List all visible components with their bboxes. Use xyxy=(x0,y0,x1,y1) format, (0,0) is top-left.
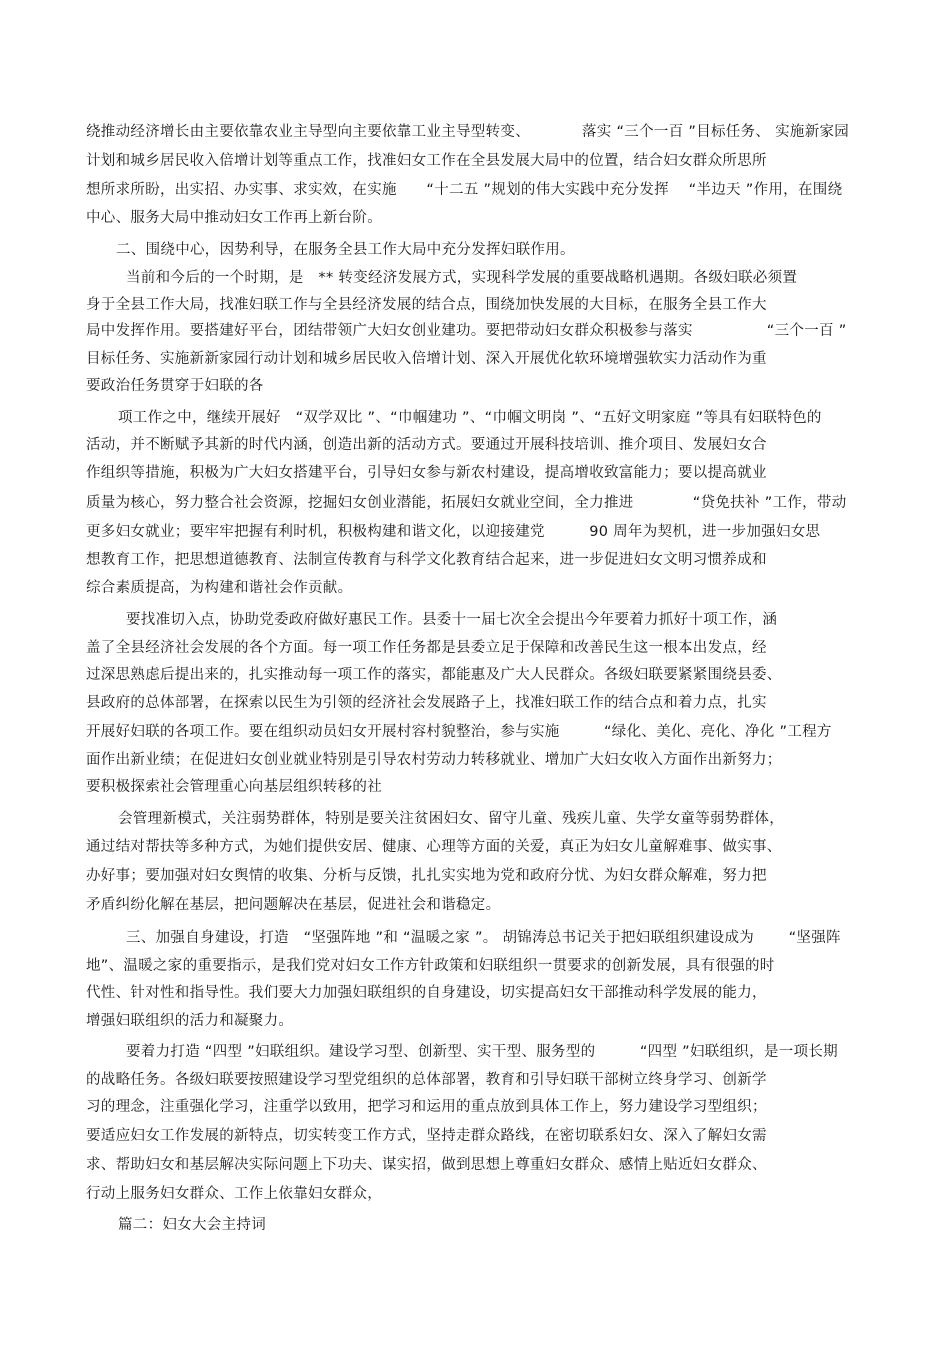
text-line: 想所求所盼，出实招、办实事、求实效，在实施 “十二五 ”规划的伟大实践中充分发挥 “半边天 ”作用，在围绕 xyxy=(86,182,843,198)
text-line: 县政府的总体部署，在探索以民生为引领的经济社会发展路子上，找准妇联工作的结合点和着力点，扎实 xyxy=(86,695,767,711)
text-line: 开展好妇联的各项工作。要在组织动员妇女开展村容村貌整治，参与实施 “绿化、美化、亮化、净化 ”工程方 xyxy=(86,724,832,740)
section-heading: 三、加强自身建设，打造 “坚强阵地 ”和 “温暖之家 ”。 胡锦涛总书记关于把妇联组织建设成为 “坚强阵 xyxy=(126,930,841,946)
section-heading: 篇二：妇女大会主持词 xyxy=(118,1217,266,1233)
text-line: 通过结对帮扶等多种方式，为她们提供安居、健康、心理等方面的关爱，真正为妇女儿童解难事、做实事、 xyxy=(86,839,782,855)
text-line: 活动，并不断赋予其新的时代内涵，创造出新的活动方式。要通过开展科技培训、推介项目、发展妇女合 xyxy=(86,437,767,453)
text-line: 要政治任务贯穿于妇联的各 xyxy=(86,378,264,394)
text-line: 办好事；要加强对妇女舆情的收集、分析与反馈，扎扎实实地为党和政府分忧、为妇女群众解难，努力把 xyxy=(86,868,767,884)
text-line: 会管理新模式，关注弱势群体，特别是要关注贫困妇女、留守儿童、残疾儿童、失学女童等弱势群体， xyxy=(118,811,784,827)
text-line: 目标任务、实施新新家园行动计划和城乡居民收入倍增计划、深入开展优化软环境增强软实力活动作为重 xyxy=(86,351,767,367)
text-line: 要积极探索社会管理重心向基层组织转移的社 xyxy=(86,779,382,795)
text-line: 习的理念，注重强化学习，注重学以致用，把学习和运用的重点放到具体工作上，努力建设学习型组织； xyxy=(86,1099,767,1115)
section-heading: 二、围绕中心，因势利导，在服务全县工作大局中充分发挥妇联作用。 xyxy=(116,242,575,258)
text-line: 计划和城乡居民收入倍增计划等重点工作，找准妇女工作在全县发展大局中的位置，结合妇女群众所思所 xyxy=(86,153,767,169)
text-line: 要适应妇女工作发展的新特点，切实转变工作方式，坚持走群众路线，在密切联系妇女、深入了解妇女需 xyxy=(86,1128,767,1144)
text-line: 盖了全县经济社会发展的各个方面。每一项工作任务都是县委立足于保障和改善民生这一根本出发点，经 xyxy=(86,640,767,656)
text-line: 求、帮助妇女和基层解决实际问题上下功夫、谋实招，做到思想上尊重妇女群众、感情上贴近妇女群众、 xyxy=(86,1157,767,1173)
text-line: 行动上服务妇女群众、工作上依靠妇女群众， xyxy=(86,1186,382,1202)
text-line: 过深思熟虑后提出来的，扎实推动每一项工作的落实，都能惠及广大人民群众。各级妇联要紧紧围绕县委、 xyxy=(86,667,782,683)
text-line: 综合素质提高，为构建和谐社会作贡献。 xyxy=(86,580,353,596)
text-line: 要找准切入点，协助党委政府做好惠民工作。县委十一届七次全会提出今年要着力抓好十项工作，涵 xyxy=(126,612,778,628)
text-line: 局中发挥作用。要搭建好平台，团结带领广大妇女创业建功。要把带动妇女群众积极参与落实 “三个一百 ” xyxy=(86,323,847,339)
text-line: 绕推动经济增长由主要依靠农业主导型向主要依靠工业主导型转变、 落实 “三个一百 ”目标任务、 实施新家园 xyxy=(86,124,850,140)
text-line: 当前和今后的一个时期，是 ** 转变经济发展方式，实现科学发展的重要战略机遇期。各级妇联必须置 xyxy=(126,270,798,286)
text-line: 中心、服务大局中推动妇女工作再上新台阶。 xyxy=(86,210,382,226)
text-line: 矛盾纠纷化解在基层，把问题解决在基层，促进社会和谐稳定。 xyxy=(86,897,501,913)
text-line: 身于全县工作大局，找准妇联工作与全县经济发展的结合点，围绕加快发展的大目标，在服务全县工作大 xyxy=(86,297,767,313)
text-line: 质量为核心，努力整合社会资源，挖掘妇女创业潜能，拓展妇女就业空间，全力推进 “贷免扶补 ”工作，带动 xyxy=(86,495,847,511)
text-line: 增强妇联组织的活力和凝聚力。 xyxy=(86,1013,294,1029)
text-line: 项工作之中，继续开展好 “双学双比 ”、“巾帼建功 ”、“巾帼文明岗 ”、“五好文明家庭 ”等具有妇联特色的 xyxy=(118,410,822,426)
text-line: 的战略任务。各级妇联要按照建设学习型党组织的总体部署，教育和引导妇联干部树立终身学习、创新学 xyxy=(86,1072,767,1088)
text-line: 面作出新业绩；在促进妇女创业就业特别是引导农村劳动力转移就业、增加广大妇女收入方面作出新努力； xyxy=(86,752,782,768)
text-line: 代性、针对性和指导性。我们要大力加强妇联组织的自身建设，切实提高妇女干部推动科学发展的能力， xyxy=(86,985,767,1001)
text-line: 更多妇女就业；要牢牢把握有利时机，积极构建和谐文化，以迎接建党 90 周年为契机，进一步加强妇女思 xyxy=(86,524,821,540)
text-line: 地”、温暖之家的重要指示，是我们党对妇女工作方针政策和妇联组织一贯要求的创新发展，具有很强的时 xyxy=(86,958,775,974)
text-line: 作组织等措施，积极为广大妇女搭建平台，引导妇女参与新农村建设，提高增收致富能力；要以提高就业 xyxy=(86,465,767,481)
text-line: 想教育工作，把思想道德教育、法制宣传教育与科学文化教育结合起来，进一步促进妇女文明习惯养成和 xyxy=(86,552,767,568)
text-line: 要着力打造 “四型 ”妇联组织。建设学习型、创新型、实干型、服务型的 “四型 ”妇联组织，是一项长期 xyxy=(126,1044,838,1060)
